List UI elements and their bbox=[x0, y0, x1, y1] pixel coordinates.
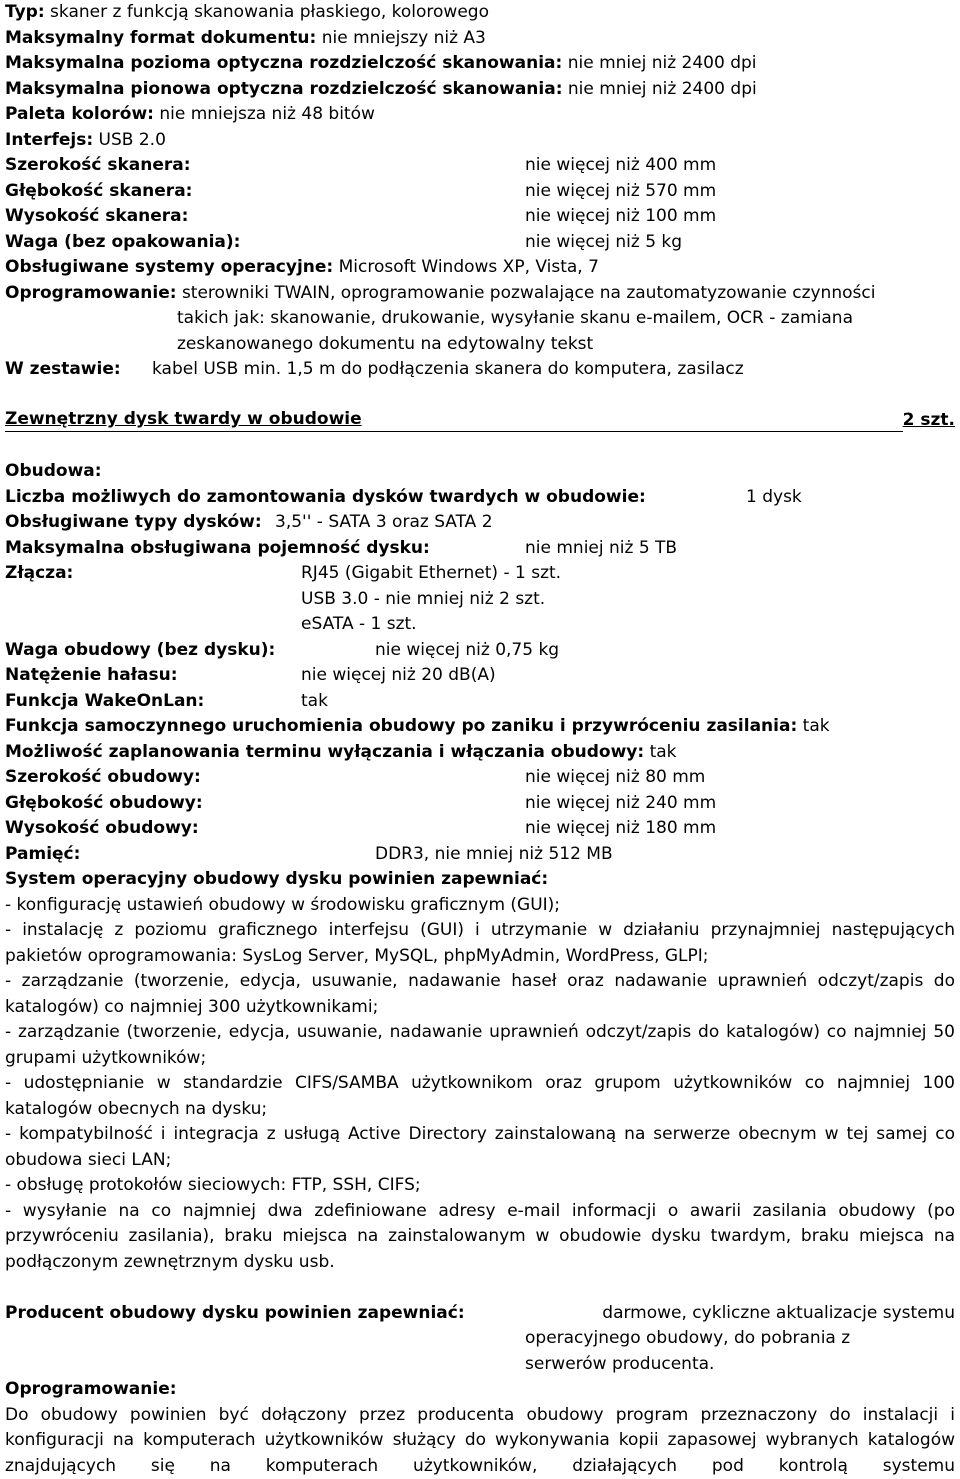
system-item-6: - kompatybilność i integracja z usługą Active Directory zainstalowaną na serwerze obecnym w tej samej co obudowa sieci LAN; bbox=[5, 1122, 955, 1173]
spec-software: Oprogramowanie: sterowniki TWAIN, oprogramowanie pozwalające na zautomatyzowanie czynności bbox=[5, 281, 955, 307]
spec-disk-capacity: Maksymalna obsługiwana pojemność dysku: nie mniej niż 5 TB bbox=[5, 536, 955, 562]
document-page bbox=[5, 0, 955, 1479]
spec-case-depth: Głębokość obudowy: nie więcej niż 240 mm bbox=[5, 791, 955, 817]
system-item-7: - obsługę protokołów sieciowych: FTP, SSH, CIFS; bbox=[5, 1173, 955, 1199]
system-item-8: - wysyłanie na co najmniej dwa zdefiniowane adresy e-mail informacji o awarii zasilania obudowy (po przywróceniu zasilania), braku miejsca na zainstalowanym w obudowie dysku twardym, braku miejsca na podłączonym zewnętrznym dysku usb. bbox=[5, 1199, 955, 1276]
spec-autostart: Funkcja samoczynnego uruchomienia obudowy po zaniku i przywróceniu zasilania: tak bbox=[5, 714, 955, 740]
section-title: Zewnętrzny dysk twardy w obudowie bbox=[5, 408, 903, 432]
spec-height: Wysokość skanera: nie więcej niż 100 mm bbox=[5, 204, 955, 230]
system-item-5: - udostępnianie w standardzie CIFS/SAMBA użytkownikom oraz grupom użytkowników co najmniej 100 katalogów obecnych na dysku; bbox=[5, 1071, 955, 1122]
spec-vres: Maksymalna pionowa optyczna rozdzielczość skanowania: nie mniej niż 2400 dpi bbox=[5, 77, 955, 103]
producent-row: Producent obudowy dysku powinien zapewniać: darmowe, cykliczne aktualizacje systemu bbox=[5, 1301, 955, 1327]
software-label: Oprogramowanie: bbox=[5, 1377, 955, 1403]
producent-cont: operacyjnego obudowy, do pobrania z bbox=[5, 1326, 955, 1352]
spec-case-height: Wysokość obudowy: nie więcej niż 180 mm bbox=[5, 816, 955, 842]
system-item-1: - konfigurację ustawień obudowy w środowisku graficznym (GUI); bbox=[5, 893, 955, 919]
software-text: Do obudowy powinien być dołączony przez producenta obudowy program przeznaczony do instalacji i konfiguracji na komputerach użytkowników służący do wykonywania kopii zapasowej wybranych katalogów znajdujących się na komputerach użytkowników, działających pod kontrolą systemu bbox=[5, 1403, 955, 1479]
spec-os: Obsługiwane systemy operacyjne: Microsoft Windows XP, Vista, 7 bbox=[5, 255, 955, 281]
spec-software-cont: takich jak: skanowanie, drukowanie, wysyłanie skanu e-mailem, OCR - zamiana bbox=[5, 306, 955, 332]
spec-wol: Funkcja WakeOnLan: tak bbox=[5, 689, 955, 715]
section-qty: 2 szt. bbox=[903, 408, 955, 434]
spec-connectors-usb: USB 3.0 - nie mniej niż 2 szt. bbox=[5, 587, 955, 613]
spec-width: Szerokość skanera: nie więcej niż 400 mm bbox=[5, 153, 955, 179]
producent-cont2: serwerów producenta. bbox=[5, 1352, 955, 1378]
case-label: Obudowa: bbox=[5, 459, 955, 485]
spec-disk-count: Liczba możliwych do zamontowania dysków twardych w obudowie: 1 dysk bbox=[5, 485, 955, 511]
spec-disk-types: Obsługiwane typy dysków: 3,5'' - SATA 3 oraz SATA 2 bbox=[5, 510, 955, 536]
system-item-3: - zarządzanie (tworzenie, edycja, usuwanie, nadawanie haseł oraz nadawanie uprawnień odczyt/zapis do katalogów) co najmniej 300 użytkownikami; bbox=[5, 969, 955, 1020]
spec-interface: Interfejs: USB 2.0 bbox=[5, 128, 955, 154]
section-heading bbox=[5, 408, 955, 434]
spec-software-cont2: zeskanowanego dokumentu na edytowalny tekst bbox=[5, 332, 955, 358]
spec-format: Maksymalny format dokumentu: nie mniejszy niż A3 bbox=[5, 26, 955, 52]
spec-depth: Głębokość skanera: nie więcej niż 570 mm bbox=[5, 179, 955, 205]
spec-connectors-esata: eSATA - 1 szt. bbox=[5, 612, 955, 638]
spec-weight: Waga (bez opakowania): nie więcej niż 5 kg bbox=[5, 230, 955, 256]
system-item-2: - instalację z poziomu graficznego interfejsu (GUI) i utrzymanie w działaniu przynajmniej następujących pakietów oprogramowania: SysLog Server, MySQL, phpMyAdmin, WordPress, GLPI; bbox=[5, 918, 955, 969]
spec-kit: W zestawie: kabel USB min. 1,5 m do podłączenia skanera do komputera, zasilacz bbox=[5, 357, 955, 383]
spec-palette: Paleta kolorów: nie mniejsza niż 48 bitów bbox=[5, 102, 955, 128]
spec-hres: Maksymalna pozioma optyczna rozdzielczość skanowania: nie mniej niż 2400 dpi bbox=[5, 51, 955, 77]
spec-connectors: Złącza: RJ45 (Gigabit Ethernet) - 1 szt. bbox=[5, 561, 955, 587]
spec-type: Typ: skaner z funkcją skanowania płaskiego, kolorowego bbox=[5, 0, 955, 26]
spec-case-weight: Waga obudowy (bez dysku): nie więcej niż 0,75 kg bbox=[5, 638, 955, 664]
spec-case-width: Szerokość obudowy: nie więcej niż 80 mm bbox=[5, 765, 955, 791]
spec-noise: Natężenie hałasu: nie więcej niż 20 dB(A) bbox=[5, 663, 955, 689]
spec-memory: Pamięć: DDR3, nie mniej niż 512 MB bbox=[5, 842, 955, 868]
system-item-4: - zarządzanie (tworzenie, edycja, usuwanie, nadawanie uprawnień odczyt/zapis do katalogów) co najmniej 50 grupami użytkowników; bbox=[5, 1020, 955, 1071]
spec-system-label: System operacyjny obudowy dysku powinien zapewniać: bbox=[5, 867, 955, 893]
spec-schedule: Możliwość zaplanowania terminu wyłączania i włączania obudowy: tak bbox=[5, 740, 955, 766]
